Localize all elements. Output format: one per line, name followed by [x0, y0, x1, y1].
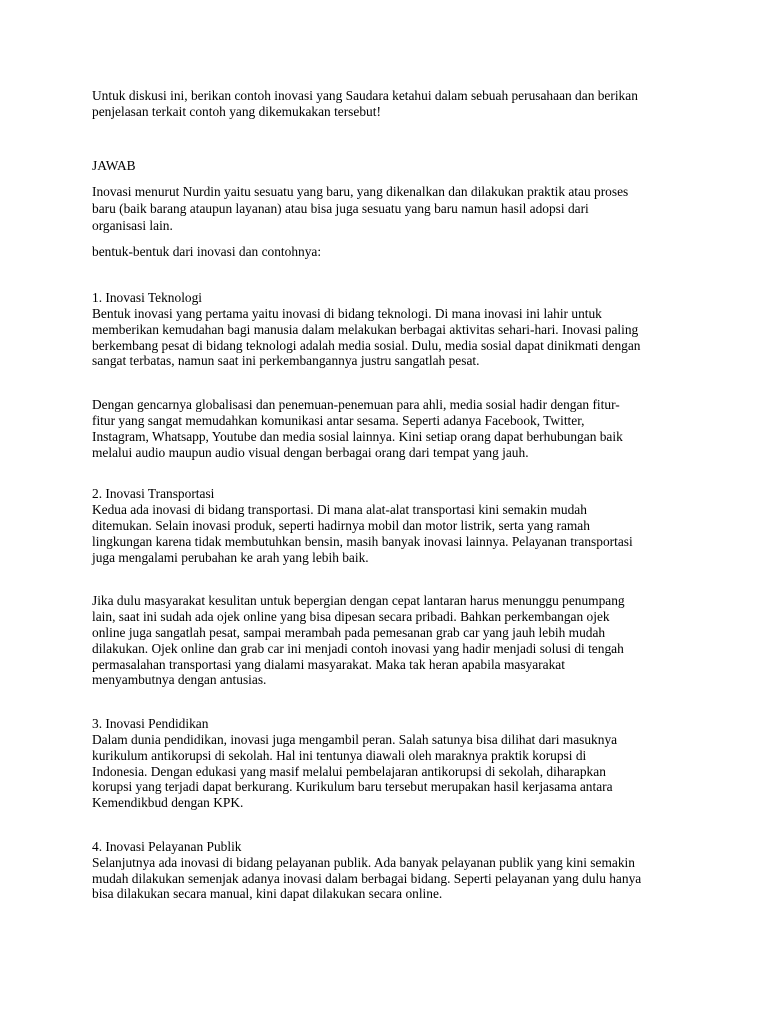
innovation-definition: Inovasi menurut Nurdin yaitu sesuatu yang baru, yang dikenalkan dan dilakukan praktik atau proses baru (baik barang ataupun layanan) atau bisa juga sesuatu yang baru namun hasil adopsi dari organisasi lain. [92, 184, 629, 234]
section-body-technology: Bentuk inovasi yang pertama yaitu inovasi di bidang teknologi. Di mana inovasi ini lahir untuk memberikan kemudahan bagi manusia dalam melakukan berbagai aktivitas sehari-hari. Inovasi paling berkembang pesat di bidang teknologi adalah media sosial. Dulu, media sosial dapat dinikmati dengan sangat terbatas, namun saat ini perkembangannya justru sangatlah pesat. [92, 305, 641, 369]
section-extra-transportation: Jika dulu masyarakat kesulitan untuk bepergian dengan cepat lantaran harus menunggu penumpang lain, saat ini sudah ada ojek online yang bisa dipesan secara pribadi. Bahkan perkembangan ojek online juga sangatlah pesat, sampai merambah pada pemesanan grab car yang jauh lebih mudah dilakukan. Ojek online dan grab car ini menjadi contoh inovasi yang hadir menjadi solusi di tengah permasalahan transportasi yang dialami masyarakat. Maka tak heran apabila masyarakat menyambutnya dengan antusias. [92, 593, 625, 688]
section-title-education: 3. Inovasi Pendidikan [92, 716, 209, 732]
forms-intro: bentuk-bentuk dari inovasi dan contohnya: [92, 244, 322, 260]
section-extra-technology: Dengan gencarnya globalisasi dan penemuan-penemuan para ahli, media sosial hadir dengan fitur- fitur yang sangat memudahkan komunikasi antar sesama. Seperti adanya Facebook, Twitter, Instagram, Whatsapp, Youtube dan media sosial lainnya. Kini setiap orang dapat berhubungan baik melalui audio maupun audio visual dengan berbagai orang dari tempat yang jauh. [92, 397, 623, 460]
discussion-prompt: Untuk diskusi ini, berikan contoh inovasi yang Saudara ketahui dalam sebuah perusahaan dan berikan penjelasan terkait contoh yang dikemukakan tersebut! [92, 88, 638, 119]
answer-label: JAWAB [92, 157, 136, 173]
section-body-transportation: Kedua ada inovasi di bidang transportasi. Di mana alat-alat transportasi kini semakin mudah ditemukan. Selain inovasi produk, seperti hadirnya mobil dan motor listrik, serta yang ramah lingkungan karena tidak membutuhkan bensin, masih banyak inovasi lainnya. Pelayanan transportasi juga mengalami perubahan ke arah yang lebih baik. [92, 502, 633, 565]
section-title-technology: 1. Inovasi Teknologi [92, 290, 203, 306]
section-body-education: Dalam dunia pendidikan, inovasi juga mengambil peran. Salah satunya bisa dilihat dari masuknya kurikulum antikorupsi di sekolah. Hal ini tentunya diawali oleh maraknya praktik korupsi di Indonesia. Dengan edukasi yang masif melalui pembelajaran antikorupsi di sekolah, diharapkan korupsi yang terjadi dapat berkurang. Kurikulum baru tersebut merupakan hasil kerjasama antara Kemendikbud dengan KPK. [92, 731, 618, 811]
document-page [92, 86, 682, 902]
section-body-public-service: Selanjutnya ada inovasi di bidang pelayanan publik. Ada banyak pelayanan publik yang kini semakin mudah dilakukan semenjak adanya inovasi dalam berbagai bidang. Seperti pelayanan yang dulu hanya bisa dilakukan secara manual, kini dapat dilakukan secara online. [92, 854, 642, 902]
section-title-transportation: 2. Inovasi Transportasi [92, 486, 215, 502]
section-title-public-service: 4. Inovasi Pelayanan Publik [92, 838, 242, 854]
